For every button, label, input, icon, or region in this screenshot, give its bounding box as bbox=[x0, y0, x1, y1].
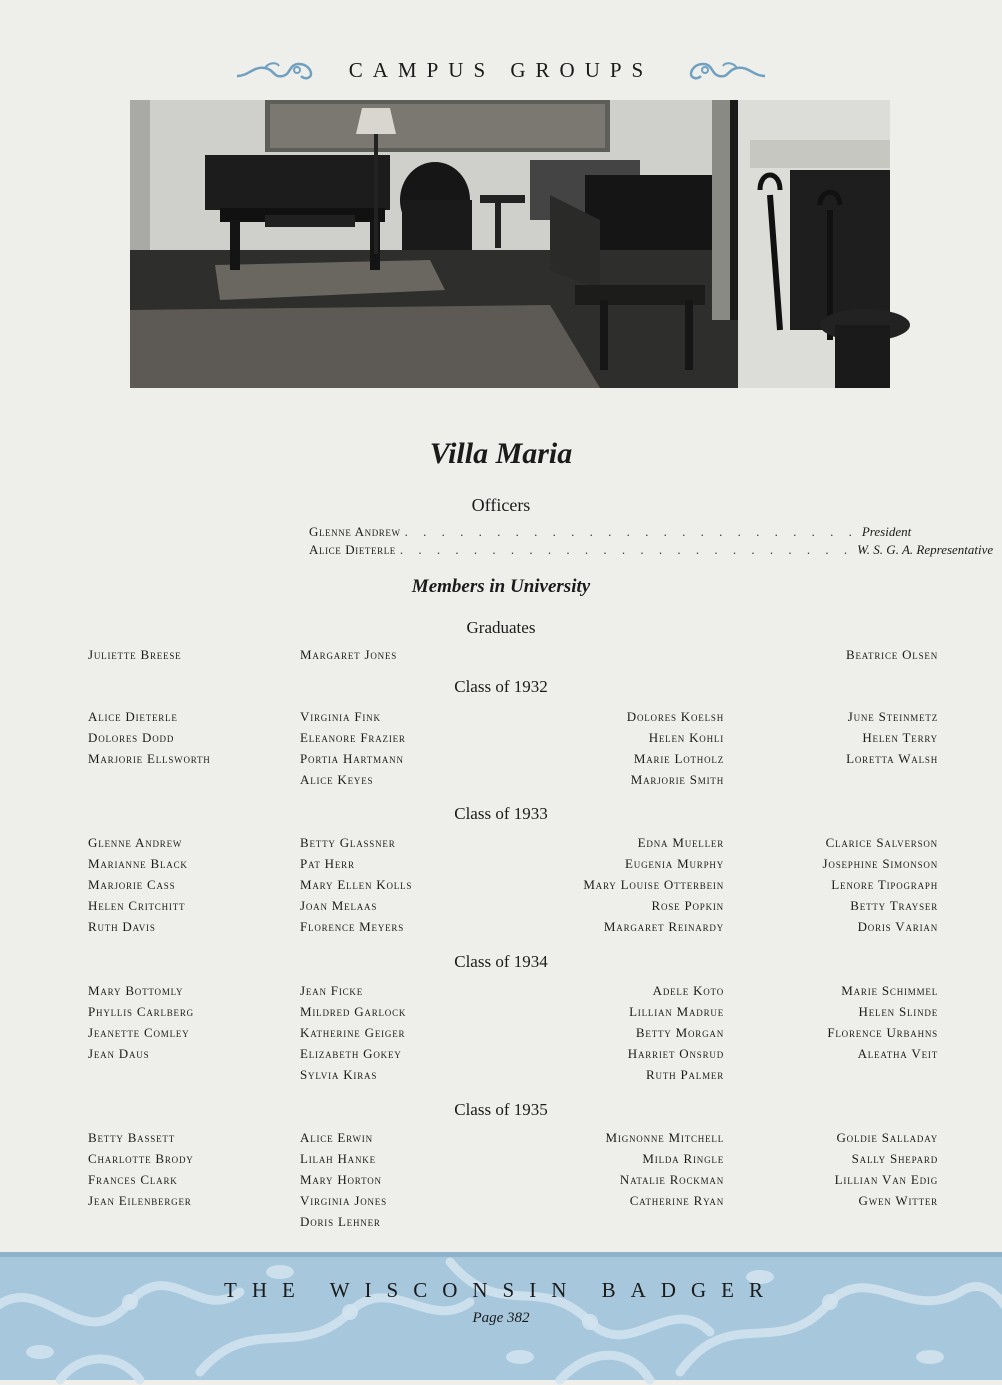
member-name: Harriet Onsrud bbox=[627, 1046, 724, 1061]
member-name: Dolores Dodd bbox=[88, 730, 175, 745]
member-name: Clarice Salverson bbox=[825, 835, 938, 850]
officer-name: Alice Dieterle bbox=[309, 542, 396, 557]
member-column bbox=[88, 980, 194, 1064]
member-name: Mignonne Mitchell bbox=[605, 1130, 724, 1145]
member-column bbox=[827, 980, 938, 1064]
member-name: Jeanette Comley bbox=[88, 1025, 190, 1040]
section-heading: Graduates bbox=[466, 618, 536, 637]
member-name: Marjorie Cass bbox=[88, 877, 176, 892]
section-heading: Class of 1934 bbox=[454, 952, 548, 971]
member-name: Jean Daus bbox=[88, 1046, 150, 1061]
member-name: Dolores Koelsh bbox=[626, 709, 724, 724]
member-column bbox=[88, 644, 181, 665]
member-name: Mary Horton bbox=[300, 1172, 382, 1187]
member-column bbox=[300, 832, 412, 937]
officer-row bbox=[309, 542, 994, 558]
member-column bbox=[300, 706, 406, 790]
page-header bbox=[0, 55, 1002, 85]
member-name: Adele Koto bbox=[652, 983, 724, 998]
member-column bbox=[88, 1127, 194, 1211]
member-name: Jean Ficke bbox=[300, 983, 364, 998]
officers-heading: Officers bbox=[471, 495, 531, 515]
officer-name: Glenne Andrew bbox=[309, 524, 401, 539]
member-name: Juliette Breese bbox=[88, 647, 182, 662]
member-column bbox=[88, 832, 188, 937]
flourish-right-icon bbox=[687, 58, 767, 82]
member-name: Alice Keyes bbox=[300, 772, 374, 787]
member-name: Pat Herr bbox=[300, 856, 355, 871]
member-name: Florence Urbahns bbox=[827, 1025, 938, 1040]
member-name: Betty Bassett bbox=[88, 1130, 175, 1145]
member-column bbox=[835, 1127, 938, 1211]
member-name: Edna Mueller bbox=[637, 835, 724, 850]
member-name: Phyllis Carlberg bbox=[88, 1004, 194, 1019]
leader-dots: . . . . . . . . . . . . . . . . . . . . . . . . . bbox=[399, 542, 854, 557]
member-name: Loretta Walsh bbox=[846, 751, 938, 766]
member-name: Joan Melaas bbox=[300, 898, 378, 913]
member-name: Goldie Salladay bbox=[836, 1130, 938, 1145]
member-name: Alice Dieterle bbox=[88, 709, 178, 724]
footer-rule bbox=[0, 1252, 1002, 1257]
member-name: Portia Hartmann bbox=[300, 751, 404, 766]
member-name: Virginia Fink bbox=[300, 709, 381, 724]
member-column bbox=[627, 706, 724, 790]
member-name: Lillian Madrue bbox=[629, 1004, 724, 1019]
member-name: Helen Critchitt bbox=[88, 898, 186, 913]
member-name: Marjorie Ellsworth bbox=[88, 751, 211, 766]
officer-role: W. S. G. A. Representative bbox=[857, 542, 994, 557]
footer-title: THE WISCONSIN BADGER bbox=[224, 1278, 778, 1302]
member-name: Betty Glassner bbox=[300, 835, 396, 850]
officer-role: President bbox=[861, 524, 912, 539]
member-name: Josephine Simonson bbox=[822, 856, 938, 871]
member-name: Doris Lehner bbox=[300, 1214, 381, 1229]
member-name: Marie Schimmel bbox=[841, 983, 938, 998]
member-name: Eugenia Murphy bbox=[625, 856, 724, 871]
member-name: Sally Shepard bbox=[851, 1151, 938, 1166]
member-name: Mildred Garlock bbox=[300, 1004, 407, 1019]
member-name: Beatrice Olsen bbox=[845, 647, 938, 662]
leader-dots: . . . . . . . . . . . . . . . . . . . . . . . . . bbox=[404, 524, 858, 539]
member-name: June Steinmetz bbox=[847, 709, 938, 724]
member-name: Frances Clark bbox=[88, 1172, 178, 1187]
member-column bbox=[823, 832, 938, 937]
member-name: Mary Louise Otterbein bbox=[583, 877, 724, 892]
members-heading: Members in University bbox=[411, 576, 591, 597]
member-name: Ruth Palmer bbox=[646, 1067, 724, 1082]
member-name: Doris Varian bbox=[857, 919, 938, 934]
member-name: Aleatha Veit bbox=[857, 1046, 938, 1061]
member-name: Marjorie Smith bbox=[630, 772, 724, 787]
member-name: Catherine Ryan bbox=[629, 1193, 724, 1208]
member-name: Marianne Black bbox=[88, 856, 188, 871]
member-name: Lilah Hanke bbox=[300, 1151, 376, 1166]
page-number: Page 382 bbox=[472, 1310, 530, 1326]
member-name: Natalie Rockman bbox=[619, 1172, 724, 1187]
member-column bbox=[628, 980, 724, 1085]
member-name: Betty Morgan bbox=[635, 1025, 724, 1040]
member-name: Mary Bottomly bbox=[88, 983, 184, 998]
member-name: Helen Kohli bbox=[648, 730, 724, 745]
member-name: Virginia Jones bbox=[300, 1193, 387, 1208]
member-column bbox=[846, 644, 938, 665]
member-column bbox=[300, 1127, 387, 1232]
member-name: Margaret Jones bbox=[300, 647, 398, 662]
parlor-photograph bbox=[130, 100, 890, 388]
member-name: Lillian Van Edig bbox=[834, 1172, 938, 1187]
member-name: Sylvia Kiras bbox=[300, 1067, 378, 1082]
member-name: Milda Ringle bbox=[642, 1151, 724, 1166]
member-column bbox=[88, 706, 211, 769]
member-column bbox=[300, 644, 397, 665]
member-name: Margaret Reinardy bbox=[603, 919, 724, 934]
member-name: Charlotte Brody bbox=[88, 1151, 194, 1166]
member-column bbox=[300, 980, 406, 1085]
member-name: Florence Meyers bbox=[300, 919, 405, 934]
member-column bbox=[583, 832, 724, 937]
member-name: Betty Trayser bbox=[850, 898, 938, 913]
member-column bbox=[846, 706, 938, 769]
member-name: Eleanore Frazier bbox=[300, 730, 406, 745]
officer-row bbox=[309, 524, 912, 540]
member-name: Mary Ellen Kolls bbox=[300, 877, 413, 892]
member-column bbox=[606, 1127, 724, 1211]
member-name: Glenne Andrew bbox=[88, 835, 183, 850]
section-heading: Class of 1933 bbox=[454, 804, 548, 823]
member-name: Lenore Tipograph bbox=[831, 877, 938, 892]
member-name: Jean Eilenberger bbox=[88, 1193, 192, 1208]
member-name: Ruth Davis bbox=[88, 919, 156, 934]
member-name: Gwen Witter bbox=[858, 1193, 938, 1208]
member-name: Marie Lotholz bbox=[633, 751, 724, 766]
member-name: Alice Erwin bbox=[300, 1130, 373, 1145]
member-name: Elizabeth Gokey bbox=[300, 1046, 402, 1061]
flourish-left-icon bbox=[235, 58, 315, 82]
group-title: Villa Maria bbox=[429, 437, 573, 470]
member-name: Helen Terry bbox=[862, 730, 938, 745]
member-name: Helen Slinde bbox=[858, 1004, 938, 1019]
member-name: Katherine Geiger bbox=[300, 1025, 406, 1040]
member-name: Rose Popkin bbox=[651, 898, 724, 913]
section-heading: Class of 1935 bbox=[454, 1100, 548, 1119]
section-heading: Class of 1932 bbox=[454, 677, 548, 696]
section-title: CAMPUS GROUPS bbox=[348, 57, 654, 82]
